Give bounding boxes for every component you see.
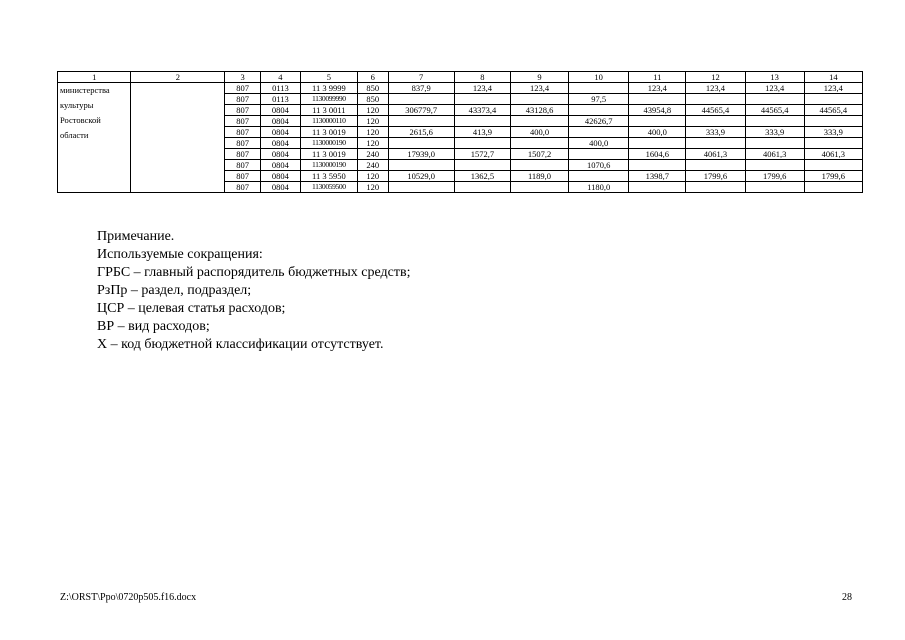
table-cell: 120: [357, 116, 388, 127]
table-cell: 333,9: [804, 127, 862, 138]
table-cell: [569, 127, 629, 138]
table-cell: [510, 138, 568, 149]
table-cell: 850: [357, 94, 388, 105]
table-cell: 1572,7: [454, 149, 510, 160]
table-cell: 0804: [261, 149, 301, 160]
table-cell: 1070,6: [569, 160, 629, 171]
table-cell: 123,4: [745, 83, 804, 94]
organization-name-line: министерства: [60, 85, 110, 95]
table-cell: [569, 83, 629, 94]
table-cell: 123,4: [686, 83, 745, 94]
table-cell: 1180,0: [569, 182, 629, 193]
column-header: 1: [58, 72, 131, 83]
table-cell: 97,5: [569, 94, 629, 105]
column-header: 14: [804, 72, 862, 83]
table-cell: [804, 160, 862, 171]
table-cell: [629, 94, 686, 105]
table-cell: 807: [225, 94, 261, 105]
table-cell: 43954,8: [629, 105, 686, 116]
table-cell: 1799,6: [686, 171, 745, 182]
table-cell: 807: [225, 138, 261, 149]
table-cell: [629, 116, 686, 127]
table-cell: 807: [225, 160, 261, 171]
table-cell: [629, 182, 686, 193]
column-header: 3: [225, 72, 261, 83]
table-cell: 0804: [261, 171, 301, 182]
table-cell: [686, 94, 745, 105]
table-cell: [686, 138, 745, 149]
table-cell: [454, 138, 510, 149]
table-row: [58, 83, 863, 94]
organization-name-cell: [58, 83, 131, 193]
table-cell: 120: [357, 171, 388, 182]
table-cell: [388, 160, 454, 171]
table-cell: 1130000110: [300, 116, 357, 127]
table-cell: [510, 182, 568, 193]
table-cell: 0804: [261, 105, 301, 116]
note-line: Примечание.: [97, 229, 175, 244]
header-row: [58, 72, 863, 83]
table-cell: 10529,0: [388, 171, 454, 182]
table-cell: [388, 138, 454, 149]
column-header: 7: [388, 72, 454, 83]
column-header: 13: [745, 72, 804, 83]
table-cell: 306779,7: [388, 105, 454, 116]
column-header: 8: [454, 72, 510, 83]
table-cell: [686, 160, 745, 171]
table-cell: 120: [357, 105, 388, 116]
table-cell: [745, 182, 804, 193]
table-cell: 413,9: [454, 127, 510, 138]
column-header: 11: [629, 72, 686, 83]
table-cell: 4061,3: [745, 149, 804, 160]
table-cell: 123,4: [804, 83, 862, 94]
table-cell: [388, 94, 454, 105]
page-number: 28: [842, 592, 852, 603]
table-cell: 850: [357, 83, 388, 94]
table-cell: 2615,6: [388, 127, 454, 138]
table-cell: 1130059500: [300, 182, 357, 193]
table-cell: [569, 149, 629, 160]
table-cell: 123,4: [454, 83, 510, 94]
table-cell: 807: [225, 149, 261, 160]
table-cell: [804, 116, 862, 127]
column-header: 2: [131, 72, 225, 83]
table-cell: 0113: [261, 83, 301, 94]
table-cell: 44565,4: [804, 105, 862, 116]
table-cell: 42626,7: [569, 116, 629, 127]
table-cell: 120: [357, 127, 388, 138]
table-cell: 44565,4: [745, 105, 804, 116]
table-cell: [454, 182, 510, 193]
table-cell: 400,0: [569, 138, 629, 149]
note-line: РзПр – раздел, подраздел;: [97, 283, 252, 298]
table-cell: [510, 94, 568, 105]
table-cell: 0804: [261, 182, 301, 193]
table-cell: [510, 116, 568, 127]
table-cell: 0804: [261, 127, 301, 138]
table-cell: 0804: [261, 138, 301, 149]
table-cell: 1604,6: [629, 149, 686, 160]
column-header: 4: [261, 72, 301, 83]
table-cell: 17939,0: [388, 149, 454, 160]
table-cell: 807: [225, 116, 261, 127]
table-cell: 4061,3: [804, 149, 862, 160]
table-cell: 400,0: [510, 127, 568, 138]
table-cell: 44565,4: [686, 105, 745, 116]
table-cell: [388, 182, 454, 193]
organization-name-line: области: [60, 130, 89, 140]
table-cell: 43373,4: [454, 105, 510, 116]
table-cell: 1362,5: [454, 171, 510, 182]
table-cell: [804, 94, 862, 105]
table-cell: [454, 116, 510, 127]
table-cell: [388, 116, 454, 127]
table-cell: 11 3 9999: [300, 83, 357, 94]
table-cell: 0804: [261, 160, 301, 171]
table-cell: [454, 94, 510, 105]
table-cell: 11 3 5950: [300, 171, 357, 182]
column-header: 5: [300, 72, 357, 83]
table-cell: 0804: [261, 116, 301, 127]
table-cell: [745, 94, 804, 105]
table-cell: 120: [357, 138, 388, 149]
empty-cell: [131, 83, 225, 193]
note-line: Х – код бюджетной классификации отсутствует.: [97, 337, 384, 352]
table-cell: [804, 138, 862, 149]
note-line: Используемые сокращения:: [97, 247, 263, 262]
table-cell: [454, 160, 510, 171]
table-cell: 333,9: [686, 127, 745, 138]
table-cell: 123,4: [629, 83, 686, 94]
table-cell: [510, 160, 568, 171]
table-cell: 1130000190: [300, 138, 357, 149]
table-cell: [569, 105, 629, 116]
table-cell: 1507,2: [510, 149, 568, 160]
column-header: 9: [510, 72, 568, 83]
file-path: Z:\ORST\Ppo\0720p505.f16.docx: [60, 592, 197, 603]
note-line: ЦСР – целевая статья расходов;: [97, 301, 286, 316]
table-cell: 1799,6: [745, 171, 804, 182]
table-cell: [804, 182, 862, 193]
table-body: [58, 83, 863, 193]
table-cell: 120: [357, 182, 388, 193]
table-cell: [686, 182, 745, 193]
organization-name-line: Ростовской: [60, 115, 101, 125]
table-cell: 0113: [261, 94, 301, 105]
table-cell: 807: [225, 171, 261, 182]
table-cell: 837,9: [388, 83, 454, 94]
table-cell: 240: [357, 160, 388, 171]
table-cell: 240: [357, 149, 388, 160]
table-cell: [686, 116, 745, 127]
table-cell: 1189,0: [510, 171, 568, 182]
table-cell: 1799,6: [804, 171, 862, 182]
budget-table: [57, 71, 863, 193]
notes-section: [97, 228, 410, 354]
table-cell: 11 3 0019: [300, 149, 357, 160]
note-line: ГРБС – главный распорядитель бюджетных средств;: [97, 265, 411, 280]
table-cell: 1130000190: [300, 160, 357, 171]
table-cell: 123,4: [510, 83, 568, 94]
table-cell: [629, 160, 686, 171]
table-cell: [745, 116, 804, 127]
column-header: 6: [357, 72, 388, 83]
column-header: 12: [686, 72, 745, 83]
table-cell: 43128,6: [510, 105, 568, 116]
table-cell: 1398,7: [629, 171, 686, 182]
organization-name-line: культуры: [60, 100, 94, 110]
table-cell: 11 3 0019: [300, 127, 357, 138]
table-cell: 4061,3: [686, 149, 745, 160]
table-cell: 1130099990: [300, 94, 357, 105]
table-cell: 400,0: [629, 127, 686, 138]
table-cell: 807: [225, 83, 261, 94]
table-cell: 807: [225, 127, 261, 138]
table-cell: 807: [225, 182, 261, 193]
table-cell: [629, 138, 686, 149]
table-cell: 333,9: [745, 127, 804, 138]
table-cell: 807: [225, 105, 261, 116]
note-line: ВР – вид расходов;: [97, 319, 210, 334]
table-cell: [745, 138, 804, 149]
table-cell: 11 3 0011: [300, 105, 357, 116]
column-header: 10: [569, 72, 629, 83]
table-cell: [745, 160, 804, 171]
table-cell: [569, 171, 629, 182]
